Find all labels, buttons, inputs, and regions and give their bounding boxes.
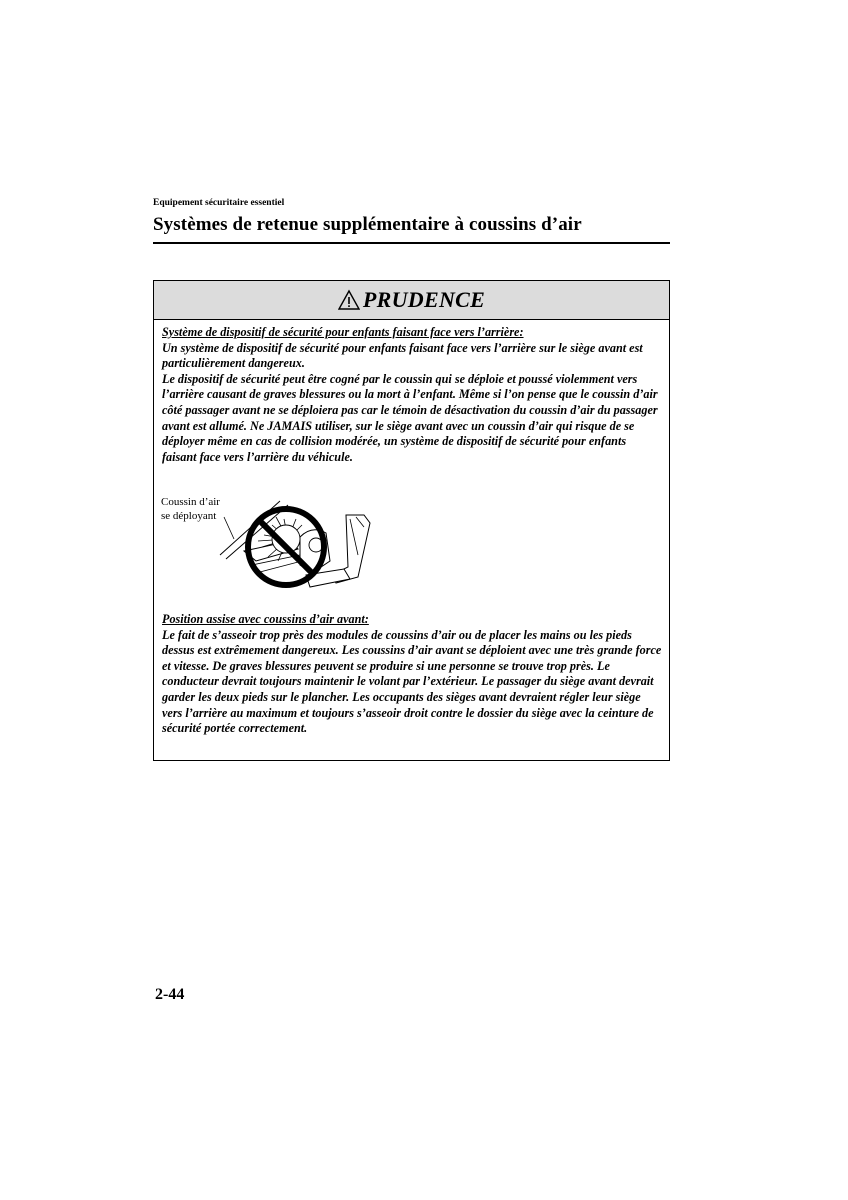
warning-triangle-icon — [338, 289, 360, 311]
seating-position-paragraph: Le fait de s’asseoir trop près des modules de coussins d’air ou de placer les mains ou les pieds dessus est extrêmement dangereux. Les coussins d’air avant se déploient avec une très grande force et vitesse. De graves blessures peuvent se produire si une personne se trouve trop près. Le conducteur devrait toujours maintenir le volant par l’extérieur. Le passager du siège avant devrait garder les deux pieds sur le plancher. Les occupants des sièges avant devraient régler leur siège vers l’arrière au maximum et toujours s’asseoir droit contre le dossier du siège avec la ceinture de sécurité portée correctement. — [162, 627, 662, 736]
rear-facing-paragraph-2: Le dispositif de sécurité peut être cogné par le coussin qui se déploie et poussé violemment vers l’arrière causant de graves blessures ou la mort à l’enfant. Même si l’on pense que le coussin d’air côté passager avant ne se déploiera pas car le témoin de désactivation du coussin d’air du passager avant est allumé. Ne JAMAIS utiliser, sur le siège avant avec un coussin d’air qui risque de se déployer même en cas de collision modérée, un système de dispositif de sécurité pour enfants faisant face vers l’arrière du véhicule. — [162, 371, 658, 464]
title-divider — [153, 242, 670, 244]
figure-caption-line-1: Coussin d’air — [161, 496, 220, 508]
caution-box — [153, 280, 670, 761]
caution-header — [154, 281, 669, 320]
page-number: 2-44 — [155, 986, 185, 1003]
seating-position-warning — [162, 612, 662, 737]
caution-heading: PRUDENCE — [362, 287, 486, 312]
deploying-airbag-drawing — [160, 495, 420, 607]
rear-facing-subheading: Système de dispositif de sécurité pour enfants faisant face vers l’arrière: — [162, 325, 524, 339]
airbag-illustration — [160, 495, 420, 607]
rear-facing-paragraph-1: Un système de dispositif de sécurité pour enfants faisant face vers l’arrière sur le siège avant est particulièrement dangereux. — [162, 340, 643, 371]
rear-facing-warning — [162, 325, 662, 465]
figure-caption-line-2: se déployant — [161, 510, 217, 522]
page-title: Systèmes de retenue supplémentaire à coussins d’air — [153, 214, 582, 235]
section-label: Equipement sécuritaire essentiel — [153, 198, 285, 208]
seating-position-subheading: Position assise avec coussins d’air avant: — [162, 612, 369, 626]
